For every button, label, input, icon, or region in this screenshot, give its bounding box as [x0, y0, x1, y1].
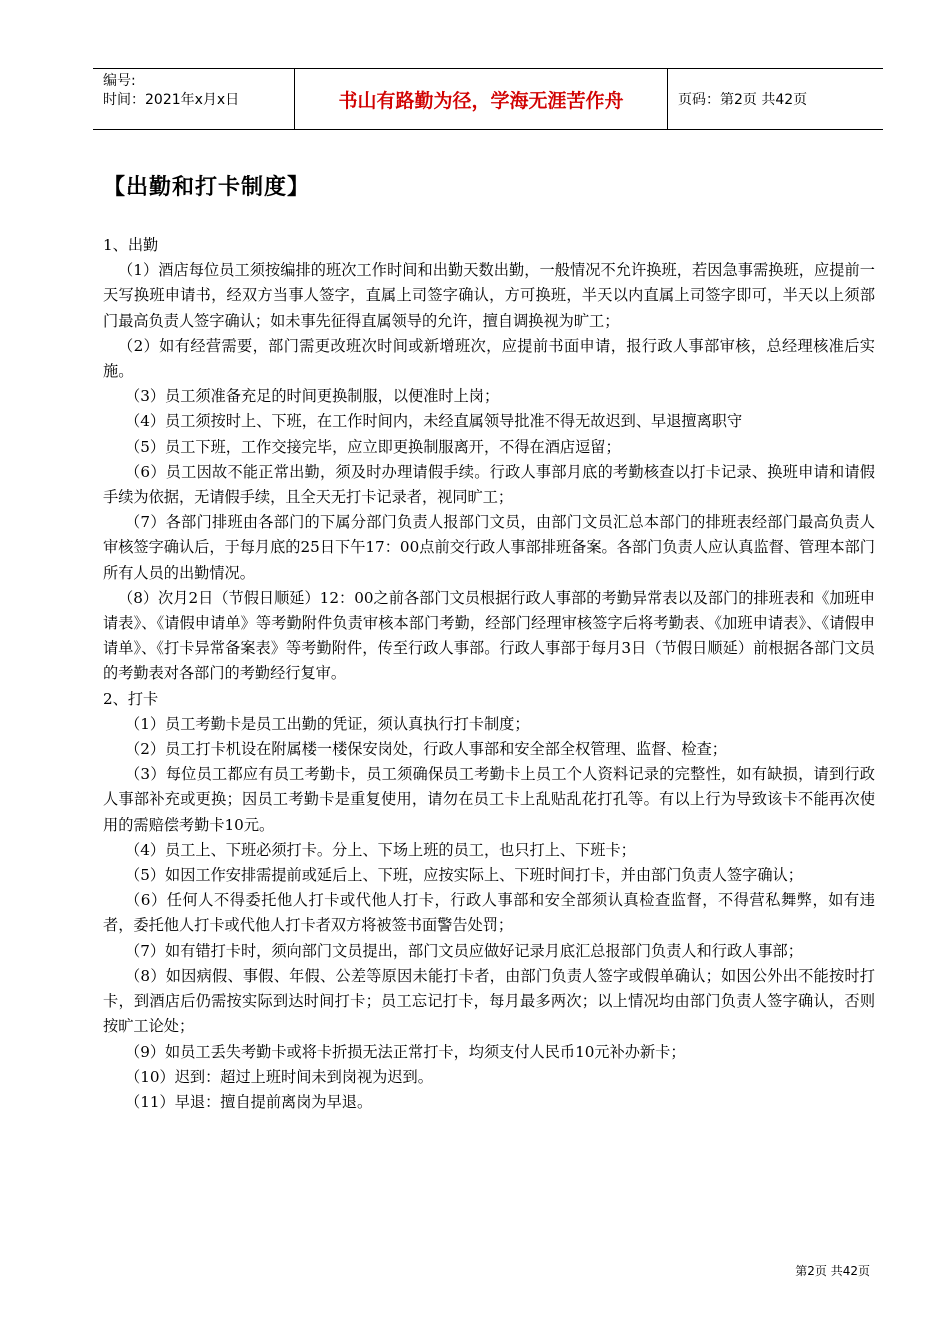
number-label: 编号:	[103, 73, 136, 89]
time-label: 时间：2021年x月x日	[103, 92, 240, 108]
paragraph: （2）员工打卡机设在附属楼一楼保安岗处，行政人事部和安全部全权管理、监督、检查；	[125, 740, 727, 759]
paragraph: （1）酒店每位员工须按编排的班次工作时间和出勤天数出勤，一般情况不允许换班，若因急事需换班，应提前一天写换班申请书，经双方当事人签字，直属上司签字确认，方可换班，半天以内直属上司签字即可，半天以上须部门最高负责人签字确认；如未事先征得直属领导的允许，擅自调换视为旷工；	[103, 261, 875, 330]
paragraph: （4）员工上、下班必须打卡。分上、下场上班的员工，也只打上、下班卡；	[125, 840, 636, 859]
paragraph: （1）员工考勤卡是员工出勤的凭证，须认真执行打卡制度；	[125, 714, 530, 733]
paragraph: （6）任何人不得委托他人打卡或代他人打卡，行政人事部和安全部须认真检查监督，不得营私舞弊，如有违者，委托他人打卡或代他人打卡者双方将被签书面警告处罚；	[103, 891, 875, 935]
motto: 书山有路勤为径，学海无涯苦作舟	[295, 69, 668, 129]
page-footer: 第2页 共42页	[795, 1264, 870, 1278]
paragraph: （9）如员工丢失考勤卡或将卡折损无法正常打卡，均须支付人民币10元补办新卡；	[125, 1042, 686, 1061]
section-heading: 1、出勤	[103, 236, 159, 254]
paragraph: （5）员工下班，工作交接完毕，应立即更换制服离开，不得在酒店逗留；	[125, 437, 621, 456]
header-meta	[93, 69, 295, 129]
paragraph: （8）如因病假、事假、年假、公差等原因未能打卡者，由部门负责人签字或假单确认；如因公外出不能按时打卡，到酒店后仍需按实际到达时间打卡；员工忘记打卡，每月最多两次；以上情况均由部门负责人签字确认，否则按旷工论处；	[103, 966, 875, 1036]
paragraph: （2）如有经营需要，部门需更改班次时间或新增班次，应提前书面申请，报行政人事部审核，总经理核准后实施。	[103, 336, 875, 381]
page-title: 【出勤和打卡制度】	[103, 175, 311, 200]
section-heading: 2、打卡	[103, 689, 159, 708]
paragraph: （4）员工须按时上、下班，在工作时间内，未经直属领导批准不得无故迟到、早退擅离职守	[125, 412, 743, 431]
paragraph: （7）各部门排班由各部门的下属分部门负责人报部门文员，由部门文员汇总本部门的排班表经部门最高负责人审核签字确认后，于每月底的25日下午17：00点前交行政人事部排班备案。各部门负责人应认真监督、管理本部门所有人员的出勤情况。	[103, 513, 875, 582]
page-label: 页码：第2页 共42页	[678, 92, 808, 108]
paragraph: （11）早退：擅自提前离岗为早退。	[125, 1092, 373, 1111]
paragraph: （5）如因工作安排需提前或延后上、下班，应按实际上、下班时间打卡，并由部门负责人签字确认；	[125, 866, 803, 885]
paragraph: （7）如有错打卡时，须向部门文员提出，部门文员应做好记录月底汇总报部门负责人和行政人事部；	[125, 941, 803, 960]
paragraph: （3）每位员工都应有员工考勤卡，员工须确保员工考勤卡上员工个人资料记录的完整性，如有缺损，请到行政人事部补充或更换；因员工考勤卡是重复使用，请勿在员工卡上乱贴乱花打孔等。有以上行为导致该卡不能再次使用的需赔偿考勤卡10元。	[103, 765, 875, 834]
paragraph: （6）员工因故不能正常出勤，须及时办理请假手续。行政人事部月底的考勤核查以打卡记录、换班申请和请假手续为依据，无请假手续，且全天无打卡记录者，视同旷工；	[103, 462, 875, 507]
paragraph: （10）迟到：超过上班时间未到岗视为迟到。	[125, 1067, 433, 1086]
document-body	[103, 233, 875, 1115]
header-table	[93, 68, 883, 130]
paragraph: （3）员工须准备充足的时间更换制服，以便准时上岗；	[125, 387, 500, 406]
paragraph: （8）次月2日（节假日顺延）12：00之前各部门文员根据行政人事部的考勤异常表以及部门的排班表和《加班申请表》、《请假申请单》等考勤附件负责审核本部门考勤，经部门经理审核签字后将考勤表、《加班申请表》、《请假申请单》、《打卡异常备案表》等考勤附件，传至行政人事部。行政人事部于每月3日（节假日顺延）前根据各部门文员的考勤表对各部门的考勤经行复审。	[103, 588, 875, 683]
